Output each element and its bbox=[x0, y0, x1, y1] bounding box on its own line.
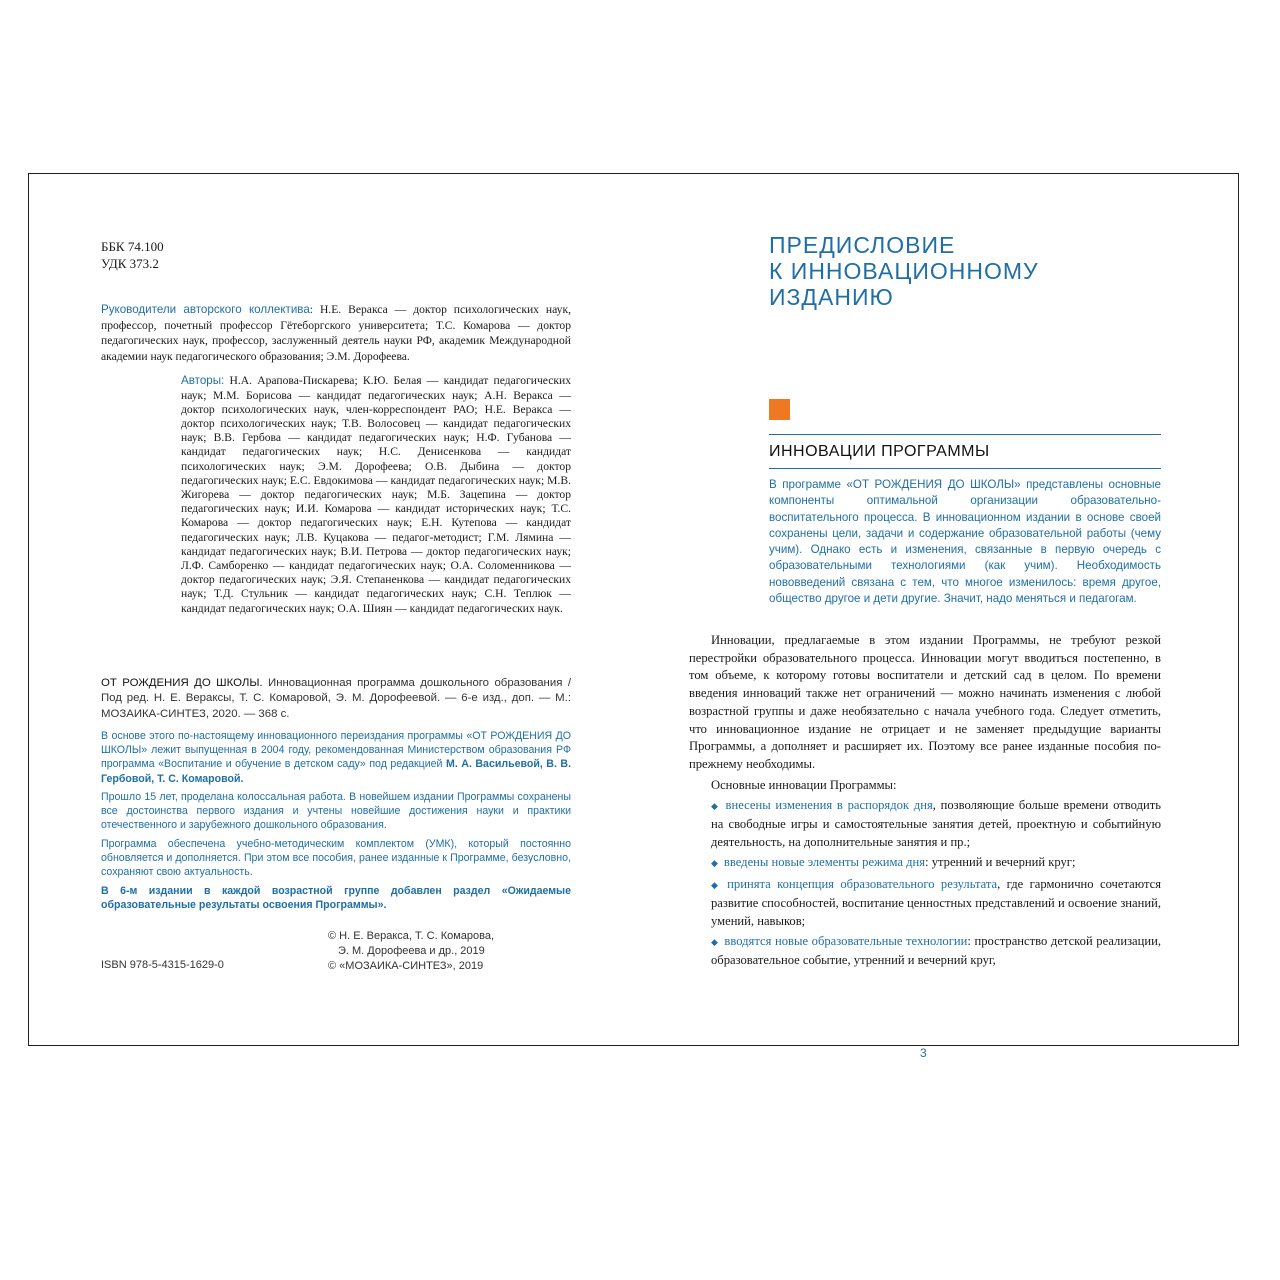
diamond-bullet-icon: ◆ bbox=[711, 937, 719, 948]
innovations-section bbox=[769, 434, 1161, 607]
authors-text: Н.А. Арапова-Пискарева; К.Ю. Белая — кандидат педагогических наук; М.М. Борисова — кандидат педагогических наук; А.Н. Веракса — доктор психологических наук, член-корреспондент РАО; Н.Е. Веракса — доктор психологических наук; Т.В. Волосовец — кандидат педагогических наук; В.В. Гербова — кандидат педагогических наук; Н.Ф. Губанова — кандидат педагогических наук; Н.С. Денисенкова — кандидат психологических наук; Э.М. Дорофеева; О.В. Дыбина — доктор педагогических наук; Е.С. Евдокимова — кандидат педагогических наук; М.В. Жигорева — доктор педагогических наук; М.Б. Зацепина — доктор педагогических наук; И.И. Комарова — кандидат исторических наук; Т.С. Комарова — доктор педагогических наук; Е.Н. Кутепова — кандидат педагогических наук; Л.В. Куцакова — педагог-методист; Г.М. Лямина — кандидат педагогических наук; В.И. Петрова — доктор педагогических наук; Л.Ф. Самборенко — кандидат педагогических наук; О.А. Соломенникова — доктор педагогических наук; Э.Я. Степаненкова — кандидат педагогических наук; Т.Д. Стульник — кандидат педагогических наук; С.Н. Теплюк — кандидат педагогических наук; О.А. Шиян — кандидат педагогических наук. bbox=[181, 374, 571, 615]
annotation-p1-names: М. А. Васильевой, В. В. Гербовой, Т. С. Комаровой. bbox=[101, 758, 572, 785]
book-spread bbox=[28, 173, 1239, 1060]
orange-square-icon bbox=[769, 399, 790, 420]
body-text bbox=[689, 632, 1161, 970]
list-item-text: : утренний и вечерний круг; bbox=[925, 855, 1076, 870]
page-title bbox=[769, 232, 1161, 310]
list-item bbox=[689, 876, 1161, 930]
list-item bbox=[689, 933, 1161, 969]
list-item-lead: введены новые элементы режима дня bbox=[723, 855, 926, 870]
diamond-bullet-icon: ◆ bbox=[711, 858, 718, 869]
isbn: ISBN 978-5-4315-1629-0 bbox=[101, 959, 224, 971]
leaders-text: : Н.Е. Веракса — доктор психологических наук, профессор, почетный профессор Гётеборгского университета; Т.С. Комарова — доктор педагогических наук, профессор, заслуженный деятель науки РФ, академик Международной академии наук педагогического образования; Э.М. Дорофеева. bbox=[101, 303, 571, 363]
section-rule-bottom bbox=[769, 468, 1161, 469]
page-number: 3 bbox=[920, 1046, 927, 1060]
title-line-1: ПРЕДИСЛОВИЕ bbox=[769, 232, 956, 258]
annotation-block bbox=[101, 729, 571, 913]
udk-code: УДК 373.2 bbox=[101, 256, 159, 271]
section-title: ИННОВАЦИИ ПРОГРАММЫ bbox=[769, 443, 990, 460]
copyright-block bbox=[328, 929, 494, 974]
list-item bbox=[689, 797, 1161, 851]
list-item-lead: внесены изменения в распорядок дня bbox=[725, 798, 933, 813]
biblio-title: ОТ РОЖДЕНИЯ ДО ШКОЛЫ. bbox=[101, 676, 263, 689]
diamond-bullet-icon: ◆ bbox=[711, 801, 720, 812]
title-line-3: ИЗДАНИЮ bbox=[769, 284, 894, 310]
list-item-text: : пространство детской реализации, образовательное событие, утренний и вечерний круг, bbox=[711, 934, 1162, 967]
authors-label: Авторы: bbox=[181, 374, 225, 388]
body-paragraph: Инновации, предлагаемые в этом издании Программы, не требуют резкой перестройки образовательного процесса. Инновации могут вводиться постепенно, в том объеме, к которому готовы воспитатели и детский сад в целом. По времени введения инноваций также нет ограничений — можно начинать изменения с любой возрастной группы и даже необязательно с начала учебного года. Следует отметить, что инновационное издание не отрицает и не заменяет предыдущие варианты Программы, а дополняет и расширяет их. Поэтому все ранее изданные пособия по-прежнему необходимы. bbox=[689, 633, 1161, 771]
right-page bbox=[689, 232, 1162, 1060]
bibliographic-record bbox=[101, 676, 571, 723]
list-item bbox=[689, 854, 1161, 873]
annotation-p1 bbox=[101, 729, 571, 786]
list-item-lead: вводятся новые образовательные технологии bbox=[724, 934, 968, 949]
list-item-lead: принята концепция образовательного результата bbox=[727, 877, 998, 892]
leaders-label: Руководители авторского коллектива bbox=[101, 303, 310, 316]
annotation-p3: Программа обеспечена учебно-методическим комплектом (УМК), который постоянно обновляется и дополняется. При этом все пособия, ранее изданные к Программе, безусловно, сохраняют свою актуальность. bbox=[101, 837, 571, 879]
copyright-line-3: © «МОЗАИКА-СИНТЕЗ», 2019 bbox=[328, 960, 484, 972]
list-item-text: , где гармонично сочетаются развитие способностей, воспитание ценностных представлений и освоение знаний, умений, навыков; bbox=[711, 877, 1161, 928]
list-intro: Основные инновации Программы: bbox=[711, 777, 897, 792]
leaders-paragraph bbox=[101, 302, 571, 364]
title-line-2: К ИННОВАЦИОННОМУ bbox=[769, 258, 1039, 284]
bbk-code: ББК 74.100 bbox=[101, 239, 164, 254]
classification-codes bbox=[101, 238, 571, 272]
annotation-p2: Прошло 15 лет, проделана колоссальная работа. В новейшем издании Программы сохранены все достоинства первого издания и учтены новейшие достижения науки и практики отечественного и зарубежного дошкольного образования. bbox=[101, 790, 571, 832]
biblio-text: Инновационная программа дошкольного образования / Под ред. Н. Е. Вераксы, Т. С. Комаровой, Э. М. Дорофеевой. — 6-е изд., доп. — М.: МОЗАИКА-СИНТЕЗ, 2020. — 368 с. bbox=[101, 676, 571, 721]
copyright-line-1: © Н. Е. Веракса, Т. С. Комарова, bbox=[328, 930, 495, 942]
list-item-text: , позволяющие больше времени отводить на свободные игры и самостоятельные занятия детей, проектную и событийную деятельность, на дополнительные занятия и пр.; bbox=[711, 798, 1161, 849]
annotation-p4: В 6-м издании в каждой возрастной группе добавлен раздел «Ожидаемые образовательные результаты освоения Программы». bbox=[101, 884, 571, 911]
left-page bbox=[101, 238, 571, 916]
section-intro: В программе «ОТ РОЖДЕНИЯ ДО ШКОЛЫ» представлены основные компоненты оптимальной организации образовательно-воспитательного процесса. В инновационном издании в основе своей сохранены цели, задачи и содержание образовательной работы (чему учим). Однако есть и изменения, связанные в первую очередь с образовательными технологиями (как учим). Необходимость нововведений связана с тем, что многое изменилось: время другое, общество другое и дети другие. Значит, надо меняться и педагогам. bbox=[769, 478, 1161, 606]
annotation-p1-text: В основе этого по-настоящему инновационного переиздания программы «ОТ РОЖДЕНИЯ ДО ШКОЛЫ» лежит выпущенная в 2004 году, рекомендованная Министерством образования РФ программа «Воспитание и обучение в детском саду» под редакцией bbox=[101, 729, 571, 771]
diamond-bullet-icon: ◆ bbox=[711, 880, 722, 891]
authors-paragraph bbox=[181, 374, 571, 615]
copyright-line-2: Э. М. Дорофеева и др., 2019 bbox=[338, 945, 485, 957]
